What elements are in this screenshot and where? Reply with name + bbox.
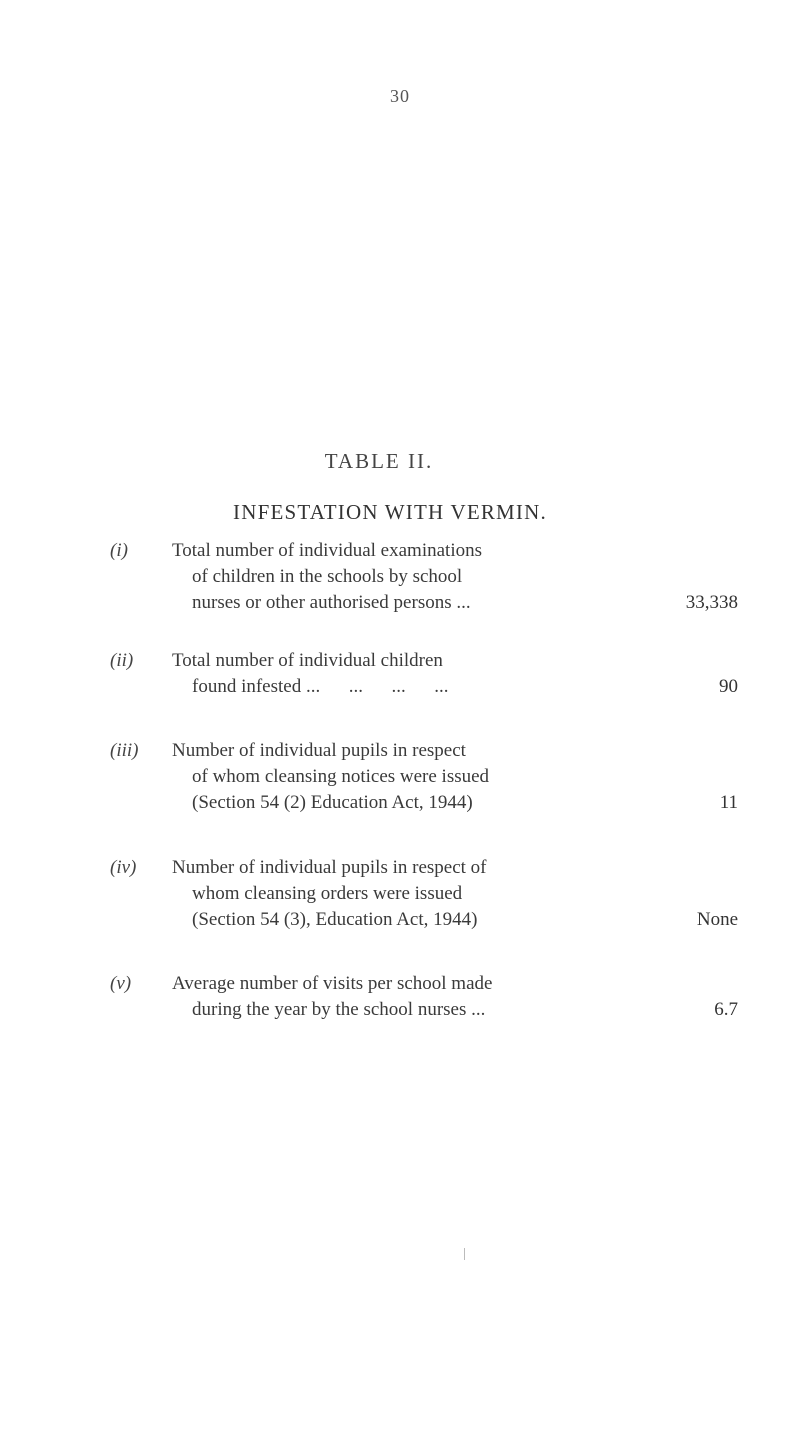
item-description — [172, 538, 622, 616]
item-value: None — [696, 909, 738, 930]
item-line: Total number of individual children — [172, 650, 443, 671]
list-item — [0, 648, 800, 738]
print-mark — [464, 1248, 465, 1260]
list-item — [0, 738, 800, 855]
item-line: (Section 54 (3), Education Act, 1944) — [192, 909, 478, 930]
item-line: whom cleansing orders were issued — [192, 883, 463, 904]
item-description — [172, 971, 622, 1023]
item-description — [172, 738, 622, 816]
list-item — [0, 855, 800, 971]
item-description — [172, 855, 622, 933]
table-label: TABLE II. — [324, 449, 434, 473]
item-marker: (ii) — [110, 650, 134, 671]
item-line: (Section 54 (2) Education Act, 1944) — [192, 792, 473, 813]
item-marker: (iii) — [110, 740, 139, 761]
item-value: 11 — [719, 792, 738, 813]
infestation-items-list — [0, 538, 800, 1031]
item-marker: (iv) — [110, 857, 137, 878]
item-marker: (i) — [110, 540, 128, 561]
item-value: 6.7 — [714, 999, 738, 1020]
list-item — [0, 971, 800, 1031]
item-line: of whom cleansing notices were issued — [192, 766, 490, 787]
page-number: 30 — [390, 86, 410, 106]
item-value: 33,338 — [685, 592, 738, 613]
item-line: of children in the schools by school — [192, 566, 463, 587]
table-heading: INFESTATION WITH VERMIN. — [233, 500, 547, 524]
item-line: Number of individual pupils in respect of — [172, 857, 487, 878]
item-line: Number of individual pupils in respect — [172, 740, 466, 761]
item-line: Average number of visits per school made — [172, 973, 493, 994]
item-line: Total number of individual examinations — [172, 540, 482, 561]
item-line: found infested ... ... ... ... — [192, 676, 449, 697]
item-marker: (v) — [110, 973, 132, 994]
item-line: during the year by the school nurses ... — [192, 999, 486, 1020]
item-description — [172, 648, 622, 700]
item-line: nurses or other authorised persons ... — [192, 592, 471, 613]
list-item — [0, 538, 800, 648]
item-value: 90 — [719, 676, 738, 697]
